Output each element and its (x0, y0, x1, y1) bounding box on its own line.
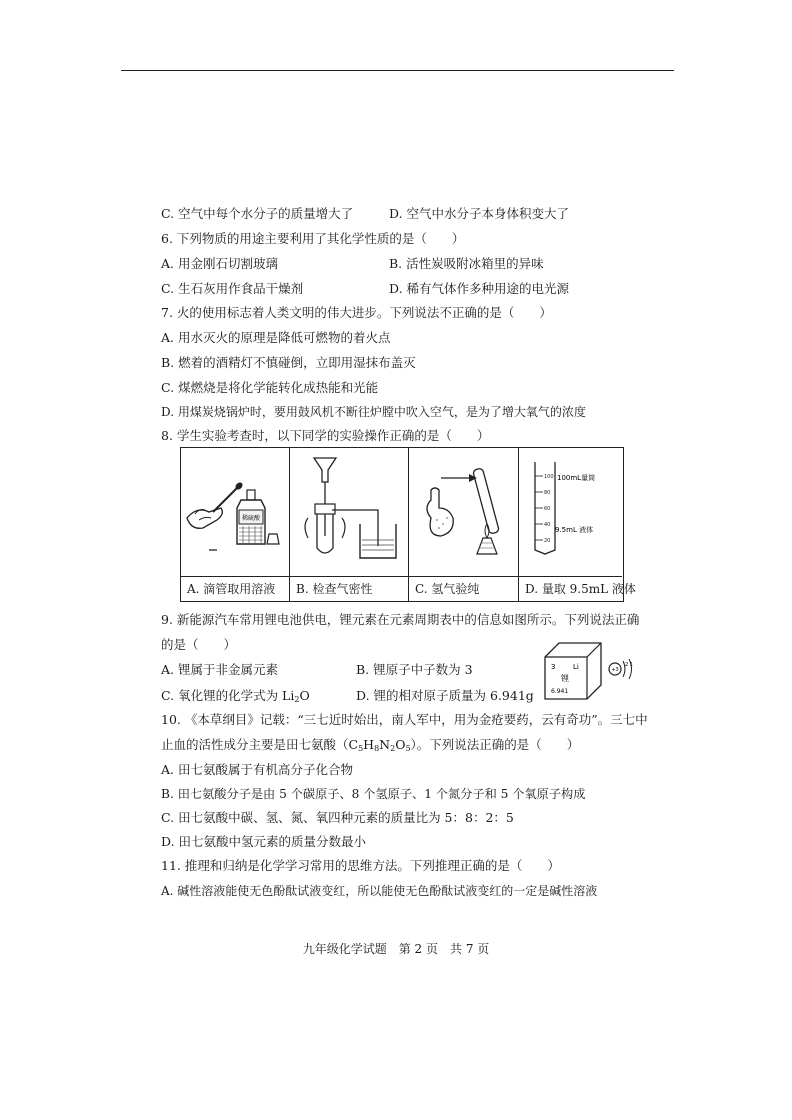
q10-option-d: D. 田七氨酸中氢元素的质量分数最小 (161, 834, 367, 849)
q6-stem: 6. 下列物质的用途主要利用了其化学性质的是（ ） (161, 231, 465, 246)
page-footer: 九年级化学试题 第 2 页 共 7 页 (302, 942, 490, 956)
dropper-hand-illustration (181, 448, 289, 578)
q7-option-c: C. 煤燃烧是将化学能转化成热能和光能 (161, 380, 379, 395)
airtightness-apparatus-illustration (290, 448, 408, 578)
q9-stem-line1: 9. 新能源汽车常用锂电池供电，锂元素在元素周期表中的信息如图所示。下列说法正确 (161, 612, 640, 627)
q9-option-b: B. 锂原子中子数为 3 (356, 662, 473, 677)
q9-stem-line2: 的是（ ） (161, 637, 237, 652)
q8-figure-c (409, 448, 519, 601)
q8-figure-a (181, 448, 290, 601)
q6-option-a: A. 用金刚石切割玻璃 (161, 256, 278, 271)
q8-caption-a: A. 滴管取用溶液 (181, 576, 289, 601)
scale-tick-100: 100 (544, 474, 554, 480)
q7-option-d: D. 用煤炭烧锅炉时，要用鼓风机不断往炉膛中吹入空气，是为了增大氧气的浓度 (161, 405, 586, 419)
q6-option-b: B. 活性炭吸附冰箱里的异味 (389, 256, 544, 271)
q10-stem-line1: 10. 《本草纲目》记载：“三七近时始出，南人军中，用为金疮要药，云有奇功”。三七中 (161, 712, 648, 727)
q10-option-a: A. 田七氨酸属于有机高分子化合物 (161, 762, 353, 777)
element-symbol: Li (573, 663, 579, 671)
element-number: 3 (551, 663, 556, 671)
q8-stem: 8. 学生实验考查时，以下同学的实验操作正确的是（ ） (161, 428, 490, 443)
scale-tick-80: 80 (544, 490, 551, 496)
q8-figure-b (290, 448, 409, 601)
q8-figure-d (519, 448, 636, 601)
bottle-label: 稀硫酸 (241, 515, 261, 522)
q6-option-c: C. 生石灰用作食品干燥剂 (161, 281, 304, 296)
scale-tick-40: 40 (544, 522, 551, 528)
lithium-element-figure (541, 639, 641, 709)
q8-figure-grid (180, 447, 636, 602)
q5-option-d: D. 空气中水分子本身体积变大了 (389, 206, 570, 221)
q9-option-c: C. 氧化锂的化学式为 $Li_2O$ (161, 688, 310, 704)
hydrogen-test-illustration (409, 448, 518, 578)
cylinder-label: 100mL量筒 (557, 474, 596, 482)
q7-stem: 7. 火的使用标志着人类文明的伟大进步。下列说法不正确的是（ ） (161, 305, 552, 320)
q9-option-d: D. 锂的相对原子质量为 6.941g (356, 688, 534, 703)
q8-caption-d: D. 量取 9.5mL 液体 (519, 576, 622, 601)
nucleus-charge: +3 (611, 667, 619, 673)
q6-option-d: D. 稀有气体作多种用途的电光源 (389, 281, 570, 296)
q9-option-a: A. 锂属于非金属元素 (161, 662, 278, 677)
q5-option-c: C. 空气中每个水分子的质量增大了 (161, 206, 354, 221)
q7-option-a: A. 用水灭火的原理是降低可燃物的着火点 (161, 330, 391, 345)
scale-tick-20: 20 (544, 538, 551, 544)
graduated-cylinder-illustration (519, 448, 622, 578)
header-rule (121, 70, 674, 71)
q7-option-b: B. 燃着的酒精灯不慎碰倒，立即用湿抹布盖灭 (161, 355, 416, 370)
q10-stem-line2: 止血的活性成分主要是田七氨酸$(C_5H_8N_2O_5)$。下列说法正确的是（ ） (161, 737, 580, 753)
liquid-label: 9.5mL 液体 (555, 526, 594, 534)
scale-tick-60: 60 (544, 506, 551, 512)
q8-caption-c: C. 氢气验纯 (409, 576, 518, 601)
element-mass: 6.941 (551, 688, 569, 695)
q8-caption-b: B. 检查气密性 (290, 576, 408, 601)
q10-option-c: C. 田七氨酸中碳、氢、氮、氧四种元素的质量比为 5：8：2：5 (161, 810, 514, 825)
q10-option-b: B. 田七氨酸分子是由 5 个碳原子、8 个氢原子、1 个氮分子和 5 个氧原子构成 (161, 787, 586, 801)
q11-option-a: A. 碱性溶液能使无色酚酞试液变红，所以能使无色酚酞试液变红的一定是碱性溶液 (161, 884, 598, 898)
electron-shells: 2 1 (625, 662, 633, 668)
q11-stem: 11. 推理和归纳是化学学习常用的思维方法。下列推理正确的是（ ） (161, 858, 560, 873)
element-name: 锂 (561, 674, 569, 683)
